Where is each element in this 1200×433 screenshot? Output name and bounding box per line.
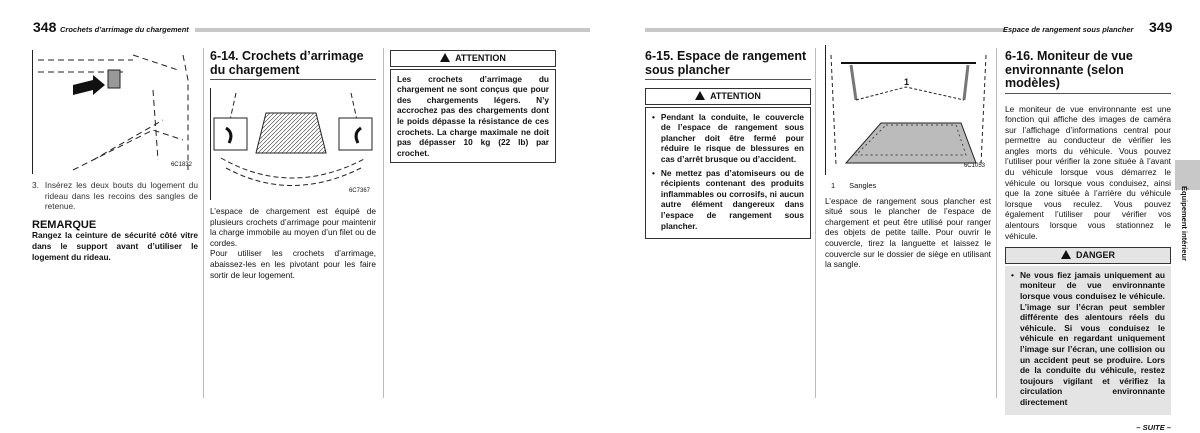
running-header-right: Espace de rangement sous plancher [1003,25,1134,34]
header-rule [645,28,1005,32]
column-2 [210,50,376,280]
warning-triangle-icon [440,53,450,62]
cargo-net-drawing [211,88,376,200]
attention-box: • Pendant la conduite, le couvercle de l’espace de rangement sous plancher doit être fermé pour réduire le risque de blessures en cas d’arrêt brusque ou d’accident. • Ne mettez pas d’atomiseurs ou de récipients contenant des produits inflammables ou corrosifs, ni aucun autre élément dangereux dans l’espace de rangement sous plancher. [645,107,811,240]
attention-title: ATTENTION [710,91,761,101]
paragraph: L’espace de chargement est équipé de plusieurs crochets d’arrimage pour maintenir la charge immobile au moyen d’un filet ou de cordes. [210,206,376,248]
section-title-6-16: 6-16. Moniteur de vue environnante (selon modèles) [1005,50,1171,94]
danger-box: DANGER • Ne vous fiez jamais uniquement au moniteur de vue environnante lorsque vous conduisez le véhicule. L’image sur l’écran peut sembler différente des alentours réels du véhicule. Si vous conduisez le véhicule en regardant uniquement l’image sur l’écran, une collision ou un accident peut se produire. Lors de la conduite du véhicule, restez toujours vigilant et vérifiez la circulation environnante directement [1005,247,1171,414]
warning-triangle-icon [695,91,705,100]
column-1 [32,50,198,262]
column-5 [825,45,991,270]
figure-code: 6C1832 [170,162,192,169]
legend-number: 1 [831,181,836,190]
section-title-6-14: 6-14. Crochets d’arrimage du chargement [210,50,376,80]
side-tab-label: Équipement intérieur [1180,186,1189,262]
danger-title: DANGER [1075,250,1115,261]
attention-header [390,50,556,67]
page-number-right: 349 [1149,19,1173,35]
storage-drawing [826,45,991,175]
note-title: REMARQUE [32,218,97,231]
warning-triangle-icon [1061,250,1071,259]
danger-header [1005,247,1171,264]
legend-text: Sangles [849,181,877,190]
note-text: Rangez la ceinture de sécurité côté vitre dans le support avant d’utiliser le logement du rideau. [32,230,198,262]
figure-code: 6C7367 [348,188,370,195]
attention-header [645,88,811,105]
page-number-left: 348 [33,19,57,35]
underfloor-storage-illustration [825,45,991,175]
running-header-left: Crochets d’arrimage du chargement [60,25,189,34]
column-6 [1005,50,1171,433]
header-rule [195,28,590,32]
column-3 [390,50,556,163]
paragraph: Pour utiliser les crochets d’arrimage, abaissez-les en les pivotant pour les faire sortir de leur logement. [210,248,376,280]
bullet-text: Ne mettez pas d’atomiseurs ou de récipients contenant des produits inflammables ou corrosifs, ni aucun autre élément dangereux dans l’espace de rangement sous plancher. [660,167,804,231]
step-text: Insérez les deux bouts du logement du rideau dans les recoins des sangles de retenue. [44,180,198,212]
attention-title: ATTENTION [455,53,506,63]
tie-down-hooks-illustration [210,88,376,200]
figure-code: 6C1053 [963,163,985,170]
paragraph: L’espace de rangement sous plancher est situé sous le plancher de l’espace de chargement et peut être utilisé pour ranger des objets de petite taille. Pour ouvrir le couvercle, tirez la languette et laissez le couvercle sur le dossier de siège en utilisant la sangle. [825,195,991,270]
bullet-text: Ne vous fiez jamais uniquement au moniteur de vue environnante lorsque vous conduisez le véhicule. L’image sur l’écran peut sembler différente des alentours réels du véhicule. Si vous conduisez le véhicule en regardant uniquement l’image sur l’écran, une collision ou un accident peut se produire. Lors de la conduite du véhicule, restez toujours vigilant et vérifiez la circulation environnante directement [1019,269,1165,407]
step-number: 3. [32,180,39,190]
paragraph: Le moniteur de vue environnante est une fonction qui affiche des images de caméra sur l’affichage d’informations central pour permettre au conducteur de vérifier les angles morts du véhicule. Vous pouvez l’utiliser pour vérifier la zone située à l’avant du véhicule lorsque vous démarrez le véhicule ou lorsque vous conduisez, ainsi que la zone située à l’arrière du véhicule lorsque vous reculez. Vous pouvez également l’utiliser pour vérifier vos alentours lorsque vous stationnez le véhicule. [1005,103,1171,241]
section-title-6-15: 6-15. Espace de rangement sous plancher [645,50,811,80]
cargo-area-drawing [33,50,198,174]
curtain-illustration [32,50,198,174]
column-4 [645,50,811,239]
attention-text: Les crochets d’arrimage du chargement ne sont conçus que pour des chargements légers. N’y accrochez pas des chargements dont le poids dépasse la résistance de ces crochets. La charge maximale ne doit pas dépasser 10 kg (22 lb) par crochet. [390,69,556,164]
callout-number: 1 [904,77,910,87]
continued-label: – SUITE – [1136,422,1171,432]
bullet-text: Pendant la conduite, le couvercle de l’espace de rangement sous plancher doit être fermé pour réduire le risque de blessures en cas d’arrêt brusque ou d’accident. [660,111,804,164]
